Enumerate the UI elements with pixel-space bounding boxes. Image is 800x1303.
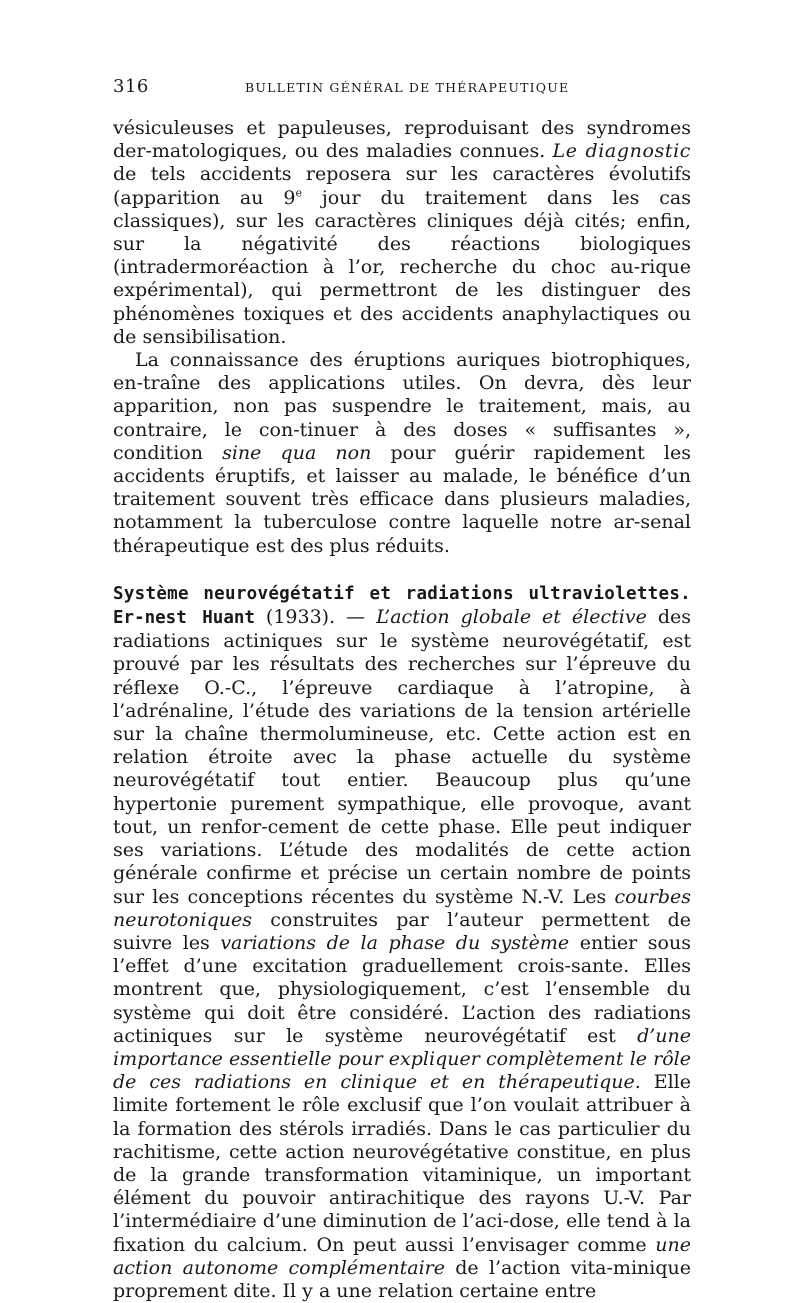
text-run: jour du traitement dans les cas classiques), sur les caractères cliniques déjà cités; enfin, sur la négativité des réactions biologiques (intradermoréaction à l’or, recherche du choc au-rique expérimental), qui permettront de les distinguer des phénomènes toxiques et des accidents anaphylactiques ou de sensibilisation. bbox=[113, 186, 691, 348]
paragraph-continuation bbox=[113, 117, 691, 349]
emphasis-diagnostic: Le diagnostic bbox=[552, 140, 691, 163]
text-run: entier sous l’effet d’une excitation graduellement crois-sante. Elles montrent que, physiologiquement, c’est l’ensemble du système qui doit être considéré. L’action des radiations actiniques sur le système neurovégétatif est bbox=[113, 931, 691, 1047]
section-heading: Système neurovégétatif et radiations ultraviolettes. bbox=[113, 583, 691, 604]
emphasis-variations: variations de la phase du système bbox=[220, 931, 570, 954]
page-header bbox=[113, 76, 691, 100]
running-title: BULLETIN GÉNÉRAL DE THÉRAPEUTIQUE bbox=[245, 80, 570, 95]
section-spacer bbox=[113, 558, 691, 582]
text-run: construites par l’auteur permettent de suivre les bbox=[113, 908, 691, 954]
emphasis-action-autonome: une action autonome complémentaire bbox=[113, 1233, 691, 1279]
text-run: de tels accidents reposera sur les caractères évolutifs (apparition au 9 bbox=[113, 163, 691, 209]
page-number: 316 bbox=[113, 76, 149, 97]
text-run: Elle limite fortement le rôle exclusif que l’on voulait attribuer à la formation des stérols irradiés. Dans le cas particulier du rachitisme, cette action neurovégétative constitue, en plus de la grande transformation vitaminique, un important élément du pouvoir antirachitique des rayons U.-V. Par l’intermédiaire d’une diminution de l’aci-dose, elle tend à la fixation du calcium. On peut aussi l’envisager comme bbox=[113, 1071, 692, 1256]
text-run: vésiculeuses et papuleuses, reproduisant des syndromes der-matologiques, ou des maladies connues. bbox=[113, 117, 691, 163]
paragraph-eruptions bbox=[113, 349, 691, 558]
text-run: pour guérir rapidement les accidents éruptifs, et laisser au malade, le bénéfice d’un traitement souvent très efficace dans plusieurs maladies, notamment la tuberculose contre laquelle notre ar-senal thérapeutique est des plus réduits. bbox=[113, 441, 691, 557]
citation-year: (1933). — bbox=[254, 606, 377, 629]
emphasis-sine-qua-non: sine qua non bbox=[222, 441, 372, 464]
emphasis-action-globale: L’action globale et élective bbox=[376, 606, 647, 629]
text-run: La connaissance des éruptions auriques biotrophiques, en-traîne des applications utiles. On devra, dès leur apparition, non pas suspendre le traitement, mais, au contraire, le con-tinuer à des doses « suffisantes », condition bbox=[113, 349, 691, 464]
ordinal-superscript: e bbox=[295, 186, 302, 200]
emphasis-courbes: courbes neurotoniques bbox=[113, 885, 691, 931]
author-name: Er-nest Huant bbox=[113, 608, 255, 629]
body-text bbox=[113, 117, 691, 1303]
paragraph-neurovegetatif bbox=[113, 582, 691, 1303]
emphasis-importance: d’une importance essentielle pour expliquer complètement le rôle de ces radiations en clinique et en thérapeutique. bbox=[113, 1024, 691, 1094]
text-run: de l’action vita-minique proprement dite. Il y a une relation certaine entre bbox=[113, 1256, 691, 1302]
text-run: des radiations actiniques sur le système neurovégétatif, est prouvé par les résultats des recherches sur l’épreuve du réflexe O.-C., l’épreuve cardiaque à l’atropine, à l’adrénaline, l’étude des variations de la tension artérielle sur la chaîne thermolumineuse, etc. Cette action est en relation étroite avec la phase actuelle du système neurovégétatif tout entier. Beaucoup plus qu’une hypertonie purement sympathique, elle provoque, avant tout, un renfor-cement de cette phase. Elle peut indiquer ses variations. L’étude des modalités de cette action générale confirme et précise un certain nombre de points sur les conceptions récentes du système N.-V. Les bbox=[113, 606, 691, 908]
